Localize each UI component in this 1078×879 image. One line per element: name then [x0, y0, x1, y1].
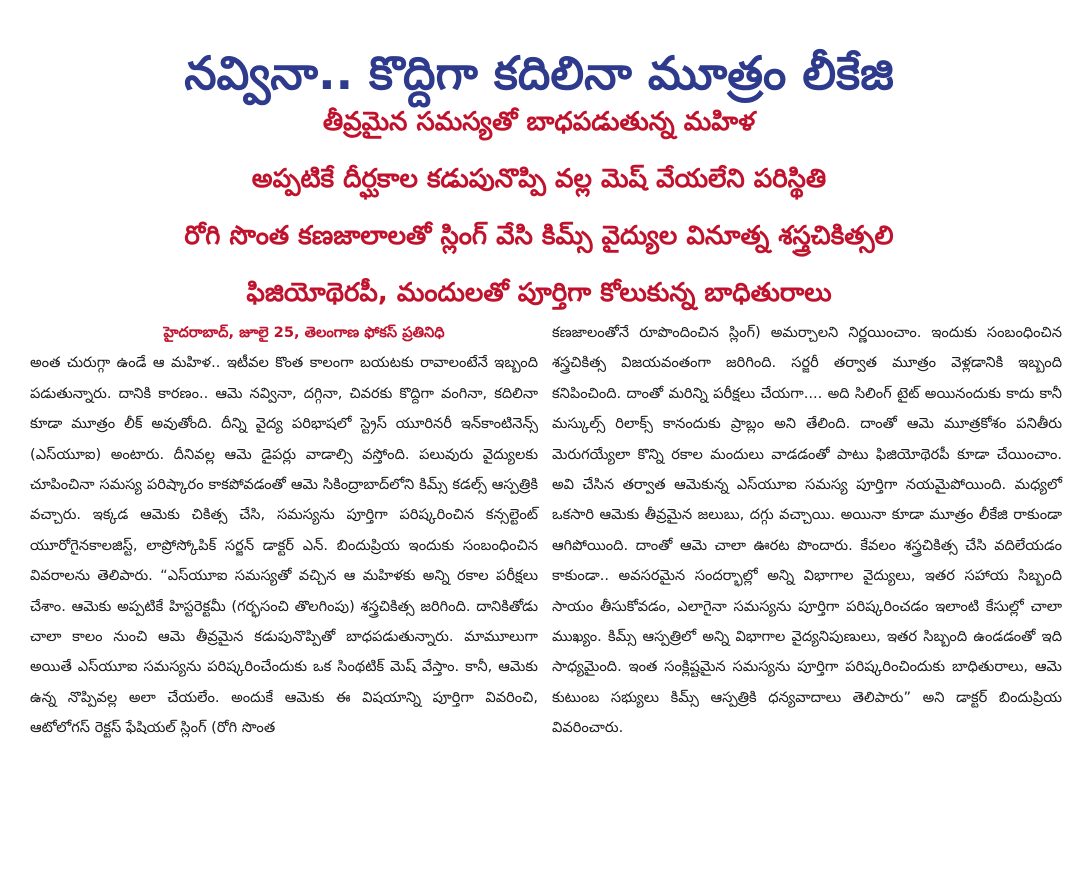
subheadline-1: తీవ్రమైన సమస్యతో బాధపడుతున్న మహిళ — [322, 107, 756, 137]
article-column-right — [552, 318, 1062, 744]
body-text-left: అంత చురుగ్గా ఉండే ఆ మహిళ.. ఇటీవల కొంత కాలంగా బయటకు రావాలంటేనే ఇబ్బంది పడుతున్నారు. దానికి కారణం.. ఆమె నవ్వినా, దగ్గినా, చివరకు కొద్దిగా వంగినా, కదిలినా కూడా మూత్రం లీక్ అవుతోంది. దీన్ని వైద్య పరిభాషలో స్ట్రెస్ యూరినరీ ఇన్‌కాంటినెన్స్ (ఎస్‌యూఐ) అంటారు. దీనివల్ల ఆమె డైపర్లు వాడాల్సి వస్తోంది. పలువురు వైద్యులకు చూపించినా సమస్య పరిష్కారం కాకపోవడంతో ఆమె సికింద్రాబాద్‌లోని కిమ్స్ కడల్స్ ఆస్పత్రికి వచ్చారు. ఇక్కడ ఆమెకు చికిత్స చేసి, సమస్యను పూర్తిగా పరిష్కరించిన కన్సల్టెంట్ యూరోగైనకాలజిస్ట్, లాప్రోస్కోపిక్ సర్జన్ డాక్టర్ ఎన్. బిందుప్రియ ఇందుకు సంబంధించిన వివరాలను తెలిపారు. “ఎస్‌యూఐ సమస్యతో వచ్చిన ఆ మహిళకు అన్ని రకాల పరీక్షలు చేశాం. ఆమెకు అప్పటికే హిస్టరెక్టమీ (గర్భసంచి తొలగింపు) శస్త్రచికిత్స జరిగింది. దానికితోడు చాలా కాలం నుంచి ఆమె తీవ్రమైన కడుపునొప్పితో బాధపడుతున్నారు. మామూలుగా అయితే ఎస్‌యూఐ సమస్యను పరిష్కరించేందుకు ఒక సింథటిక్ మెష్ వేస్తాం. కానీ, ఆమెకు ఉన్న నొప్పివల్ల అలా చేయలేం. అందుకే ఆమెకు ఈ విషయాన్ని పూర్తిగా వివరించి, ఆటోలోగస్ రెక్టస్ ఫేషియల్ స్లింగ్ (రోగి సొంత — [30, 354, 538, 737]
article-column-left — [30, 318, 538, 744]
subheadline-4: ఫిజియోథెరపీ, మందులతో పూర్తిగా కోలుకున్న బాధితురాలు — [246, 278, 832, 308]
body-text-right: కణజాలంతోనే రూపొందించిన స్లింగ్) అమర్చాలని నిర్ణయించాం. ఇందుకు సంబంధించిన శస్త్రచికిత్స విజయవంతంగా జరిగింది. సర్జరీ తర్వాత మూత్రం వెళ్లడానికి ఇబ్బంది కనిపించింది. దాంతో మరిన్ని పరీక్షలు చేయగా.... అది సిలింగ్ టైట్ అయినందుకు కాదు కానీ మస్కుల్స్ రిలాక్స్ కానందుకు ప్రాబ్లం అని తేలింది. దాంతో ఆమె మూత్రకోశం పనితీరు మెరుగయ్యేలా కొన్ని రకాల మందులు వాడడంతో పాటు ఫిజియోథెరపీ కూడా చేయించాం. అవి చేసిన తర్వాత ఆమెకున్న ఎస్‌యూఐ సమస్య పూర్తిగా నయమైపోయింది. మధ్యలో ఒకసారి ఆమెకు తీవ్రమైన జలుబు, దగ్గు వచ్చాయి. అయినా కూడా మూత్రం లీకేజి రాకుండా ఆగిపోయింది. దాంతో ఆమె చాలా ఊరట పొందారు. కేవలం శస్త్రచికిత్స చేసి వదిలేయడం కాకుండా.. అవసరమైన సందర్భాల్లో అన్ని విభాగాల వైద్యులు, ఇతర సహాయ సిబ్బంది సాయం తీసుకోవడం, ఎలాగైనా సమస్యను పూర్తిగా పరిష్కరించడం ఇలాంటి కేసుల్లో చాలా ముఖ్యం. కిమ్స్ ఆస్పత్రిలో అన్ని విభాగాల వైద్యనిపుణులు, ఇతర సిబ్బంది ఉండడంతో ఇది సాధ్యమైంది. ఇంత సంక్లిష్టమైన సమస్యను పూర్తిగా పరిష్కరించిందుకు బాధితురాలు, ఆమె కుటుంబ సభ్యులు కిమ్స్ ఆస్పత్రికి ధన్యవాదాలు తెలిపారు” అని డాక్టర్ బిందుప్రియ వివరించారు. — [552, 324, 1062, 737]
subheadline-2: అప్పటికే దీర్ఘకాల కడుపునొప్పి వల్ల మెష్ వేయలేని పరిస్థితి — [251, 164, 827, 194]
dateline: హైదరాబాద్, జూలై 25, తెలంగాణ ఫోకస్ ప్రతినిధి — [163, 324, 445, 341]
subheadline-3: రోగి సొంత కణజాలాలతో స్లింగ్ వేసి కిమ్స్ వైద్యుల వినూత్న శస్త్రచికిత్సలి — [184, 221, 894, 251]
subheadline-group — [0, 94, 1078, 322]
article-headline: నవ్వినా.. కొద్దిగా కదిలినా మూత్రం లీకేజి — [184, 45, 894, 100]
